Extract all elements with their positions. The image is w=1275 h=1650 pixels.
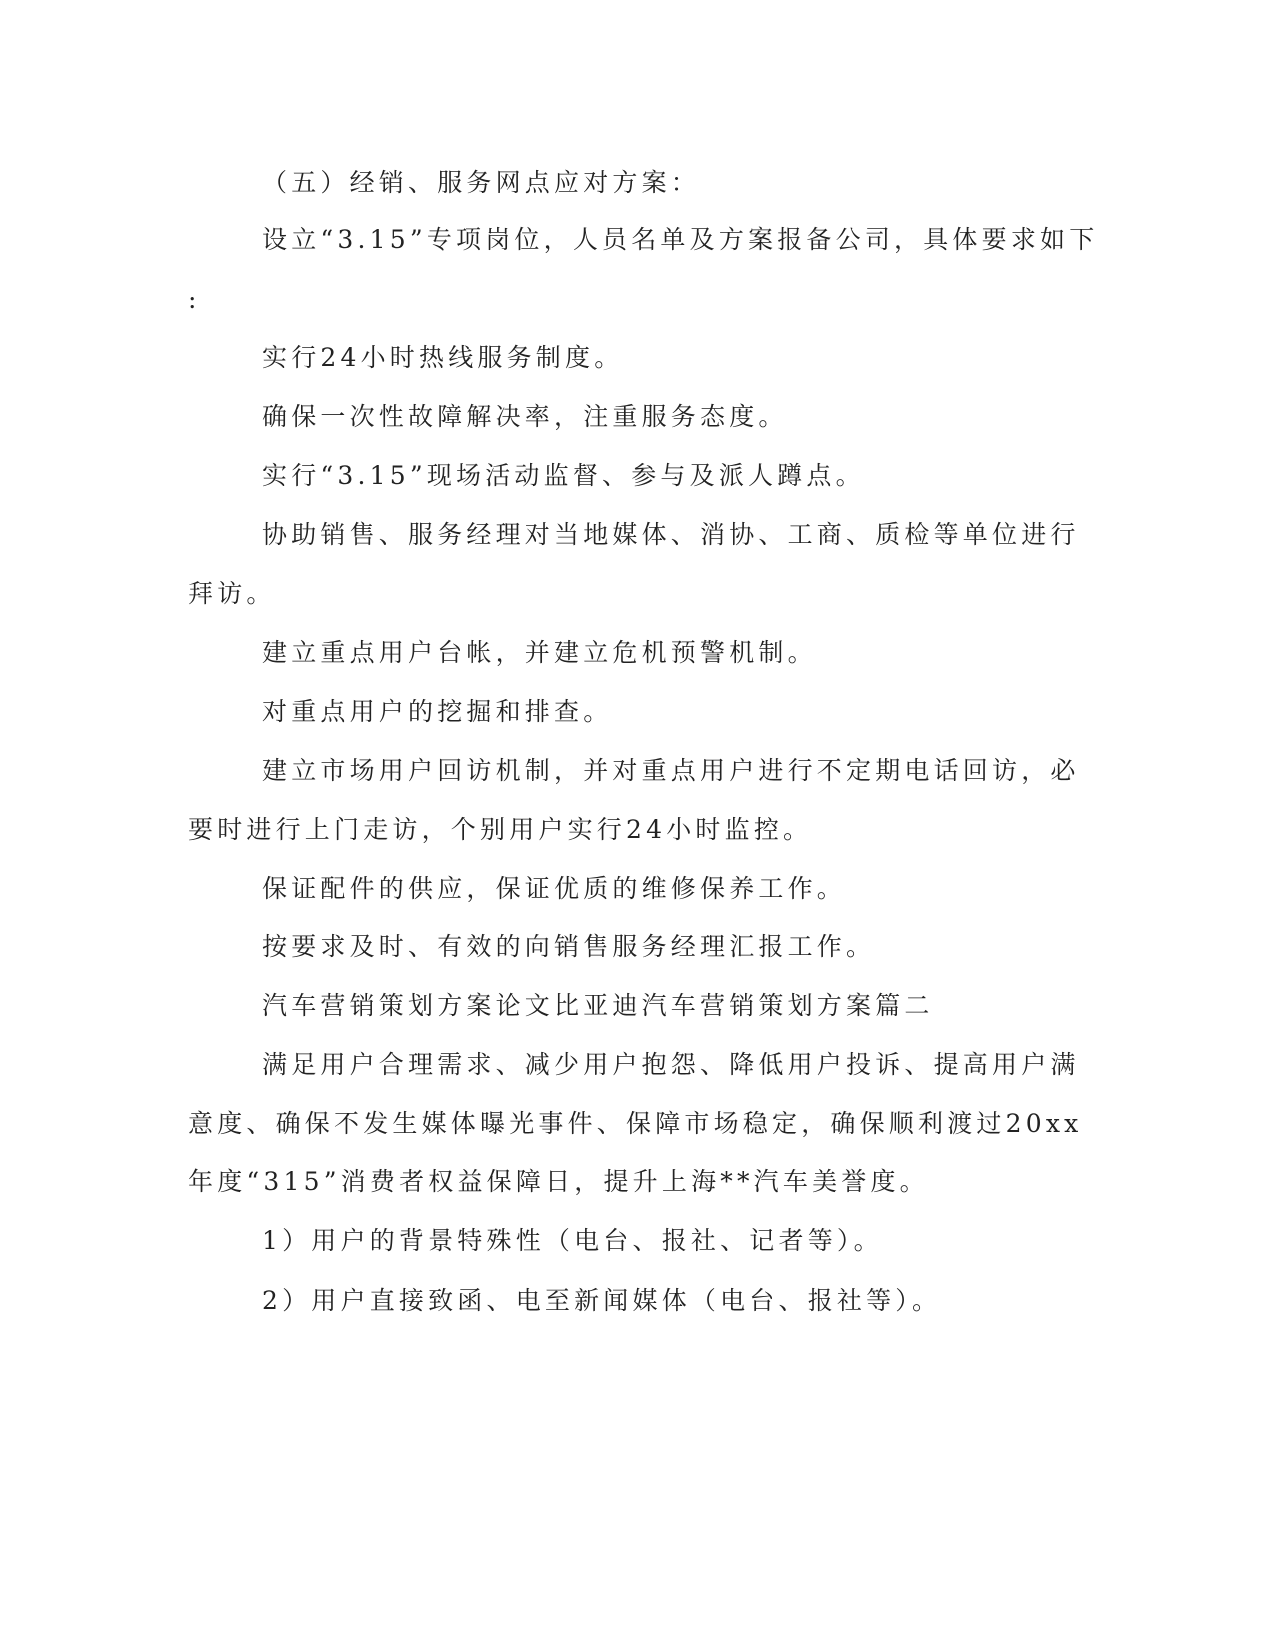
paragraph-line: 按要求及时、有效的向销售服务经理汇报工作。	[262, 932, 876, 961]
article-title-line: 汽车营销策划方案论文比亚迪汽车营销策划方案篇二	[262, 991, 934, 1020]
paragraph-line: 意度、确保不发生媒体曝光事件、保障市场稳定，确保顺利渡过20xx	[188, 1109, 1083, 1138]
paragraph-line: 拜访。	[188, 579, 276, 608]
paragraph-line: 年度“315”消费者权益保障日，提升上海**汽车美誉度。	[188, 1167, 929, 1196]
paragraph-line: 协助销售、服务经理对当地媒体、消协、工商、质检等单位进行	[262, 520, 1080, 549]
paragraph-line: 对重点用户的挖掘和排查。	[262, 697, 613, 726]
paragraph-line: 保证配件的供应，保证优质的维修保养工作。	[262, 874, 847, 903]
paragraph-line: :	[188, 285, 201, 314]
list-item: 1）用户的背景特殊性（电台、报社、记者等）。	[262, 1226, 883, 1255]
paragraph-line: 要时进行上门走访，个别用户实行24小时监控。	[188, 815, 813, 844]
list-item: 2）用户直接致函、电至新闻媒体（电台、报社等）。	[262, 1286, 942, 1315]
paragraph-line: 实行24小时热线服务制度。	[262, 343, 624, 372]
paragraph-line: 确保一次性故障解决率，注重服务态度。	[262, 402, 788, 431]
paragraph-line: 建立市场用户回访机制，并对重点用户进行不定期电话回访，必	[262, 756, 1080, 785]
paragraph-line: 建立重点用户台帐，并建立危机预警机制。	[262, 638, 817, 667]
section-heading: （五）经销、服务网点应对方案：	[262, 168, 701, 197]
paragraph-line: 实行“3.15”现场活动监督、参与及派人蹲点。	[262, 461, 865, 490]
paragraph-line: 设立“3.15”专项岗位，人员名单及方案报备公司，具体要求如下	[262, 225, 1099, 254]
paragraph-line: 满足用户合理需求、减少用户抱怨、降低用户投诉、提高用户满	[262, 1050, 1080, 1079]
